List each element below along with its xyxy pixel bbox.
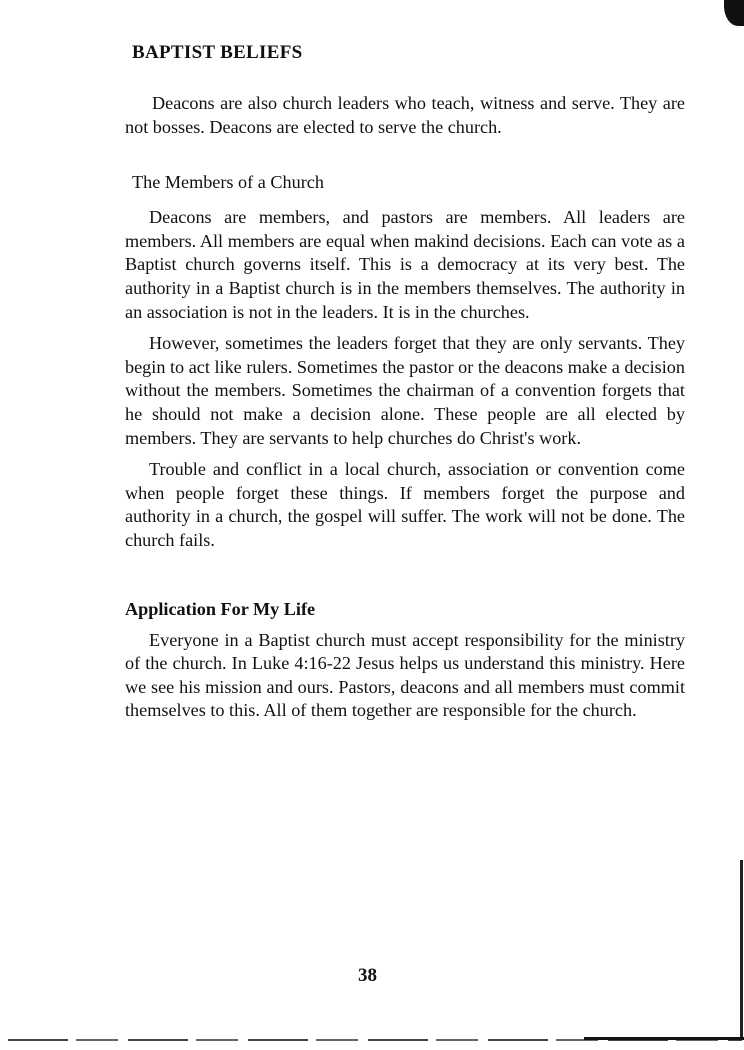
paragraph-deacons: Deacons are also church leaders who teach, witness and serve. They are not bosses. Deacons are elected to serve the church. [125,93,685,137]
scan-bottom-edge-dark [584,1037,744,1040]
paragraph: Trouble and conflict in a local church, association or convention come when people forget these things. If members forget the purpose and authority in a church, the gospel will suffer. The work will not be done. The church fails. [125,459,685,550]
page-number: 38 [358,965,377,986]
paragraph: Everyone in a Baptist church must accept responsibility for the ministry of the church. In Luke 4:16-22 Jesus helps us understand this ministry. Here we see his mission and ours. Pastors, deacons and all members must commit themselves to this. All of them together are responsible for the church. [125,629,685,721]
scan-corner-mark [724,0,744,26]
page-content [125,40,685,723]
section-heading-members: The Members of a Church [132,172,324,193]
scan-edge-shadow [740,860,743,1040]
section-heading-application: Application For My Life [125,598,316,619]
running-head: BAPTIST BELIEFS [132,42,303,63]
paragraph: Deacons are members, and pastors are members. All leaders are members. All members are equal when makind decisions. Each can vote as a Baptist church governs itself. This is a democracy at its very best. The authority in a Baptist church is in the members themselves. The authority in an association is not in the leaders. It is in the churches. [125,207,685,322]
paragraph: However, sometimes the leaders forget that they are only servants. They begin to act like rulers. Sometimes the pastor or the deacons make a decision without the members. Sometimes the chairman of a convention forgets that he should not make a decision alone. These people are all elected by members. They are servants to help churches do Christ's work. [125,333,685,448]
